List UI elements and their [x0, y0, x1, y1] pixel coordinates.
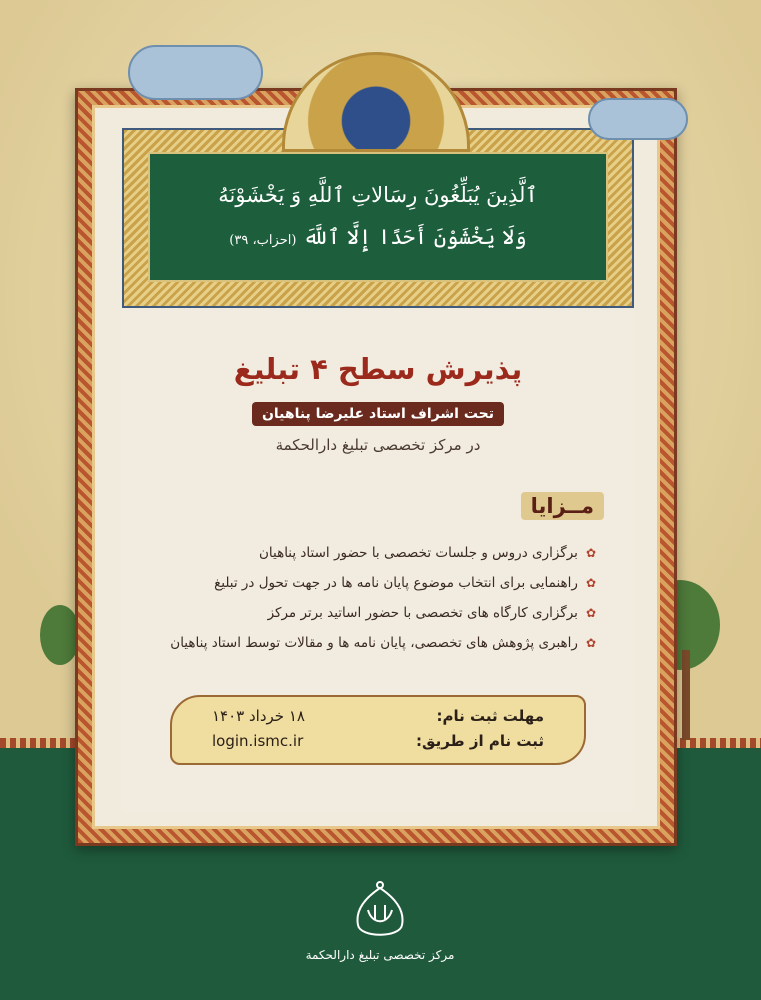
list-item	[136, 568, 596, 598]
plant-illustration	[40, 605, 80, 665]
advantages-list	[136, 538, 596, 658]
registration-via-label: ثبت نام از طریق:	[416, 732, 544, 750]
flower-bullet-icon: ✿	[585, 546, 596, 560]
advantages-heading: مــزایا	[521, 492, 604, 520]
verse-reference: (احزاب، ۳۹)	[229, 233, 297, 248]
verse-text: وَلَا يَخْشَوْنَ أَحَدًا إِلَّا ٱللَّهَ	[303, 225, 527, 249]
flower-bullet-icon: ✿	[585, 636, 596, 650]
verse-panel	[148, 152, 608, 282]
registration-link[interactable]: login.ismc.ir	[212, 732, 304, 750]
deadline-value: ۱۸ خرداد ۱۴۰۳	[212, 707, 305, 725]
deadline-label: مهلت ثبت نام:	[436, 707, 544, 725]
list-item	[136, 598, 596, 628]
flower-bullet-icon: ✿	[585, 606, 596, 620]
list-item	[136, 628, 596, 658]
verse-line-1: ٱلَّذِينَ يُبَلِّغُونَ رِسَالاتِ ٱللَّهِ وَ يَخْشَوْنَهُ	[218, 183, 538, 207]
list-item-text: راهنمایی برای انتخاب موضوع پایان نامه ها در جهت تحول در تبلیغ	[214, 575, 578, 591]
verse-line-2	[150, 216, 606, 262]
registration-box	[170, 695, 586, 765]
tree-trunk	[682, 650, 690, 740]
center-name: در مرکز تخصصی تبلیغ دارالحکمة	[275, 436, 481, 454]
supervisor-badge: تحت اشراف استاد علیرضا پناهیان	[252, 402, 504, 426]
content-area	[122, 308, 634, 812]
list-item-text: برگزاری دروس و جلسات تخصصی با حضور استاد پناهیان	[258, 545, 578, 561]
cloud-ornament	[128, 45, 263, 100]
logo-text: مرکز تخصصی تبلیغ دارالحکمة	[305, 948, 455, 962]
cloud-ornament	[588, 98, 688, 140]
page-title: پذیرش سطح ۴ تبلیغ	[233, 352, 523, 386]
list-item-text: برگزاری کارگاه های تخصصی با حضور اساتید برتر مرکز	[267, 605, 578, 621]
flower-bullet-icon: ✿	[585, 576, 596, 590]
list-item-text: راهبری پژوهش های تخصصی، پایان نامه ها و مقالات توسط استاد پناهیان	[170, 635, 578, 651]
list-item	[136, 538, 596, 568]
logo-icon	[340, 880, 420, 945]
